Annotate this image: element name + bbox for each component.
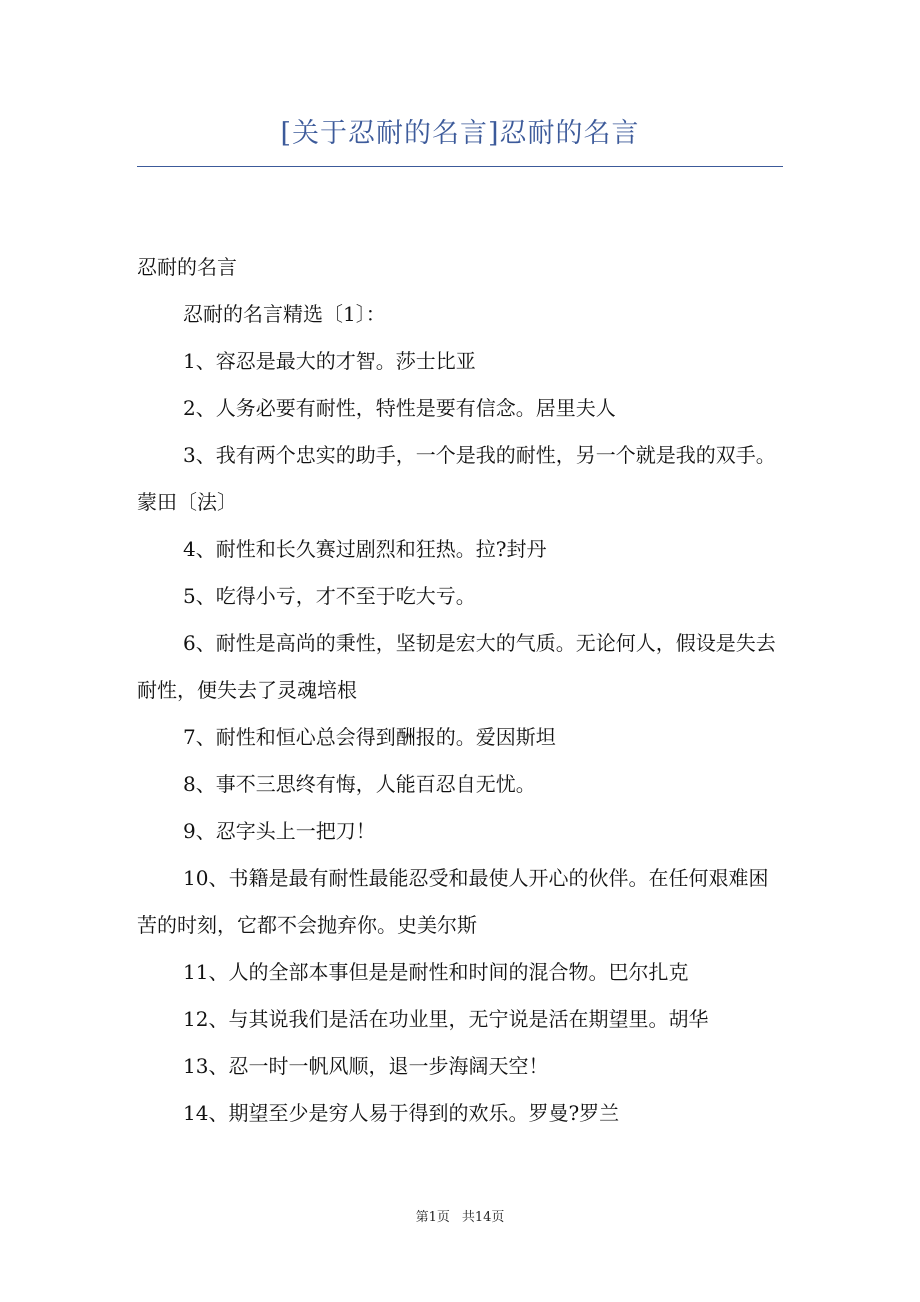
quote-item-13: 13、忍一时一帆风顺，退一步海阔天空！ <box>183 1054 549 1078</box>
quote-item-12: 12、与其说我们是活在功业里，无宁说是活在期望里。胡华 <box>183 1007 709 1031</box>
section-heading: 忍耐的名言 <box>137 255 237 279</box>
title-underline <box>137 166 783 167</box>
page-number: 第1页 <box>415 1210 450 1225</box>
document-title: [关于忍耐的名言]忍耐的名言 <box>280 118 640 149</box>
quote-item-14: 14、期望至少是穷人易于得到的欢乐。罗曼?罗兰 <box>183 1101 620 1125</box>
quote-item-7: 7、耐性和恒心总会得到酬报的。爱因斯坦 <box>183 725 556 749</box>
quote-item-6: 6、耐性是高尚的秉性，坚韧是宏大的气质。无论何人，假设是失去耐性，便失去了灵魂培根 <box>137 631 776 702</box>
quote-item-2: 2、人务必要有耐性，特性是要有信念。居里夫人 <box>183 396 616 420</box>
document-body <box>137 244 787 1137</box>
quote-item-4: 4、耐性和长久赛过剧烈和狂热。拉?封丹 <box>183 537 547 561</box>
quote-item-11: 11、人的全部本事但是是耐性和时间的混合物。巴尔扎克 <box>183 960 689 984</box>
quote-item-1: 1、容忍是最大的才智。莎士比亚 <box>183 349 476 373</box>
page-footer <box>0 1206 920 1225</box>
quote-item-3: 3、我有两个忠实的助手，一个是我的耐性，另一个就是我的双手。蒙田〔法〕 <box>137 443 776 514</box>
quote-item-5: 5、吃得小亏，才不至于吃大亏。 <box>183 584 476 608</box>
quote-item-8: 8、事不三思终有悔，人能百忍自无忧。 <box>183 772 536 796</box>
intro-paragraph: 忍耐的名言精选〔1〕： <box>183 302 386 326</box>
page-total: 共14页 <box>461 1210 505 1225</box>
quote-item-10: 10、书籍是最有耐性最能忍受和最使人开心的伙伴。在任何艰难困苦的时刻，它都不会抛弃你。史美尔斯 <box>137 866 769 937</box>
quote-item-9: 9、忍字头上一把刀！ <box>183 819 376 843</box>
